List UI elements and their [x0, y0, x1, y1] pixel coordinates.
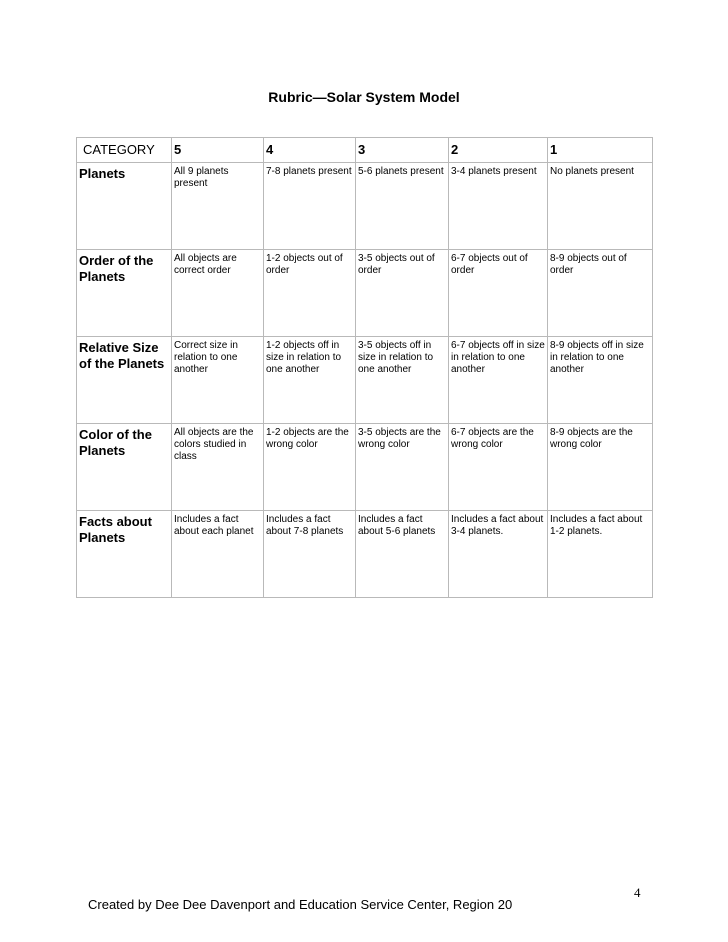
- table-cell: 5-6 planets present: [356, 163, 449, 250]
- table-row: [77, 511, 653, 598]
- table-row: [77, 337, 653, 424]
- table-cell: 1-2 objects are the wrong color: [264, 424, 356, 511]
- table-row: [77, 424, 653, 511]
- table-cell: 8-9 objects off in size in relation to one another: [548, 337, 653, 424]
- table-cell: All 9 planets present: [172, 163, 264, 250]
- table-cell: Includes a fact about 1-2 planets.: [548, 511, 653, 598]
- table-cell: All objects are the colors studied in class: [172, 424, 264, 511]
- rubric-table: [76, 137, 653, 598]
- header-score-3: 3: [356, 138, 449, 163]
- header-row: [77, 138, 653, 163]
- table-cell: 1-2 objects off in size in relation to one another: [264, 337, 356, 424]
- table-cell: Includes a fact about 7-8 planets: [264, 511, 356, 598]
- header-score-4: 4: [264, 138, 356, 163]
- table-cell: 3-5 objects off in size in relation to one another: [356, 337, 449, 424]
- row-category: Facts about Planets: [77, 511, 172, 598]
- table-cell: 3-5 objects out of order: [356, 250, 449, 337]
- row-category: Color of the Planets: [77, 424, 172, 511]
- table-cell: 8-9 objects out of order: [548, 250, 653, 337]
- header-score-2: 2: [449, 138, 548, 163]
- row-category: Order of the Planets: [77, 250, 172, 337]
- table-cell: 8-9 objects are the wrong color: [548, 424, 653, 511]
- header-score-5: 5: [172, 138, 264, 163]
- table-cell: Correct size in relation to one another: [172, 337, 264, 424]
- table-cell: No planets present: [548, 163, 653, 250]
- table-cell: 6-7 objects are the wrong color: [449, 424, 548, 511]
- page-title: Rubric—Solar System Model: [268, 89, 460, 105]
- table-cell: 3-5 objects are the wrong color: [356, 424, 449, 511]
- row-category: Planets: [77, 163, 172, 250]
- footer-credit: Created by Dee Dee Davenport and Education Service Center, Region 20: [88, 897, 513, 912]
- row-category: Relative Size of the Planets: [77, 337, 172, 424]
- table-cell: 3-4 planets present: [449, 163, 548, 250]
- table-cell: Includes a fact about each planet: [172, 511, 264, 598]
- table-row: [77, 163, 653, 250]
- header-score-1: 1: [548, 138, 653, 163]
- table-row: [77, 250, 653, 337]
- table-cell: Includes a fact about 3-4 planets.: [449, 511, 548, 598]
- page-number: 4: [634, 885, 641, 900]
- table-cell: 6-7 objects out of order: [449, 250, 548, 337]
- table-cell: Includes a fact about 5-6 planets: [356, 511, 449, 598]
- table-cell: 7-8 planets present: [264, 163, 356, 250]
- table-cell: All objects are correct order: [172, 250, 264, 337]
- header-category: CATEGORY: [77, 138, 172, 163]
- table-cell: 1-2 objects out of order: [264, 250, 356, 337]
- table-cell: 6-7 objects off in size in relation to one another: [449, 337, 548, 424]
